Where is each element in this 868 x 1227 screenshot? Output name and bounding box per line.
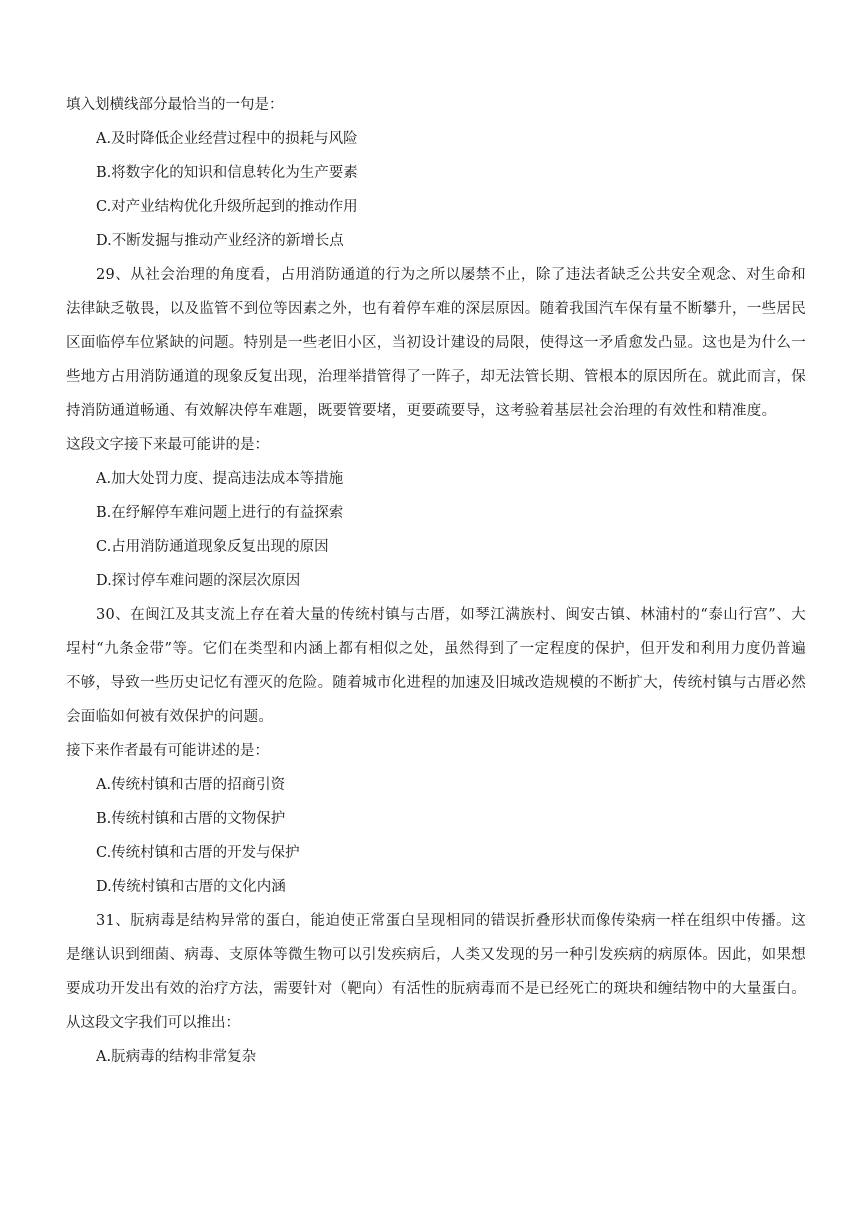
q28-option-d: D.不断发掘与推动产业经济的新增长点 xyxy=(96,233,344,249)
q28-option-b: B.将数字化的知识和信息转化为生产要素 xyxy=(96,165,358,181)
q31-option-a: A.朊病毒的结构非常复杂 xyxy=(96,1049,257,1065)
q29-option-b: B.在纾解停车难问题上进行的有益探索 xyxy=(96,505,344,521)
q28-option-a: A.及时降低企业经营过程中的损耗与风险 xyxy=(96,131,358,147)
q29-passage: 29、从社会治理的角度看，占用消防通道的行为之所以屡禁不止，除了违法者缺乏公共安全观念、对生命和法律缺乏敬畏，以及监管不到位等因素之外，也有着停车难的深层原因。随着我国汽车保有量不断攀升，一些居民区面临停车位紧缺的问题。特别是一些老旧小区，当初设计建设的局限，使得这一矛盾愈发凸显。这也是为什么一些地方占用消防通道的现象反复出现，治理举措管得了一阵子，却无法管长期、管根本的原因所在。就此而言，保持消防通道畅通、有效解决停车难题，既要管要堵，更要疏要导，这考验着基层社会治理的有效性和精准度。 xyxy=(66,267,806,419)
q29-option-c: C.占用消防通道现象反复出现的原因 xyxy=(96,539,329,555)
q29-option-a: A.加大处罚力度、提高违法成本等措施 xyxy=(96,471,344,487)
q29-option-d: D.探讨停车难问题的深层次原因 xyxy=(96,573,301,589)
q28-option-c: C.对产业结构优化升级所起到的推动作用 xyxy=(96,199,358,215)
document-page xyxy=(66,88,806,1074)
q31-prompt: 从这段文字我们可以推出： xyxy=(66,1015,240,1031)
q31-passage: 31、朊病毒是结构异常的蛋白，能迫使正常蛋白呈现相同的错误折叠形状而像传染病一样在组织中传播。这是继认识到细菌、病毒、支原体等微生物可以引发疾病后，人类又发现的另一种引发疾病的病原体。因此，如果想要成功开发出有效的治疗方法，需要针对（靶向）有活性的朊病毒而不是已经死亡的斑块和缠结物中的大量蛋白。 xyxy=(66,913,806,997)
q30-option-d: D.传统村镇和古厝的文化内涵 xyxy=(96,879,286,895)
q30-prompt: 接下来作者最有可能讲述的是： xyxy=(66,743,269,759)
q30-option-c: C.传统村镇和古厝的开发与保护 xyxy=(96,845,300,861)
q30-option-b: B.传统村镇和古厝的文物保护 xyxy=(96,811,286,827)
q28-prompt: 填入划横线部分最恰当的一句是： xyxy=(66,97,284,113)
q30-passage: 30、在闽江及其支流上存在着大量的传统村镇与古厝，如琴江满族村、闽安古镇、林浦村的“泰山行宫”、大埕村“九条金带”等。它们在类型和内涵上都有相似之处，虽然得到了一定程度的保护，但开发和利用力度仍普遍不够，导致一些历史记忆有湮灭的危险。随着城市化进程的加速及旧城改造规模的不断扩大，传统村镇与古厝必然会面临如何被有效保护的问题。 xyxy=(66,607,806,725)
q30-option-a: A.传统村镇和古厝的招商引资 xyxy=(96,777,286,793)
q29-prompt: 这段文字接下来最可能讲的是： xyxy=(66,437,269,453)
